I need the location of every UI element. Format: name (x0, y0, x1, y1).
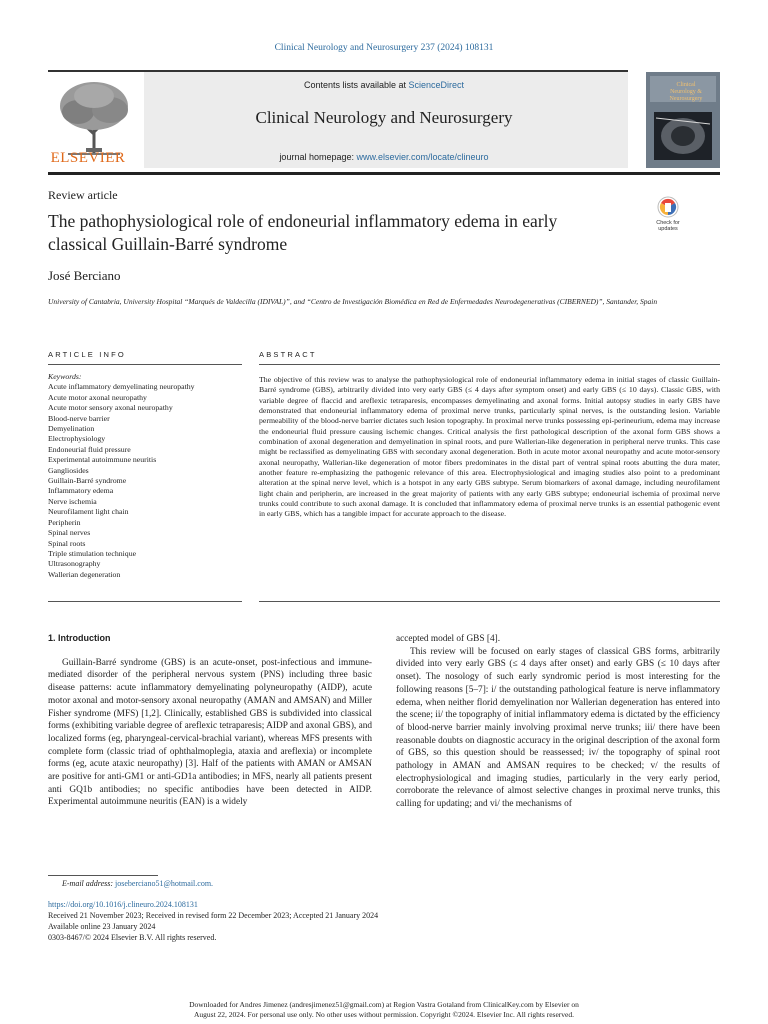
abstract-bottom-rule (259, 601, 720, 602)
author-affiliation: University of Cantabria, University Hospital “Marqués de Valdecilla (IDIVAL)”, and “Centro de Investigación Biomédica en Red de Enfermedades Neurodegenerativas (CIBERNED)”, Santander, Spain (48, 297, 658, 306)
download-notice-line2: August 22, 2024. For personal use only. No other uses without permission. Copyright ©2024. Elsevier Inc. All rights reserved. (194, 1009, 574, 1019)
keyword-item: Endoneurial fluid pressure (48, 444, 131, 454)
author-email-line (62, 879, 213, 888)
article-title: The pathophysiological role of endoneurial inflammatory edema in early classical Guillain-Barré syndrome (48, 211, 558, 254)
intro-paragraph-2: This review will be focused on early stages of classical GBS forms, arbitrarily divided into very early GBS (≤ 4 days after onset) and early GBS (≤ 10 days after onset). The nosology of such early syndromic period is most interesting for the following reasons [5–7]: i/ the outstanding pathological feature is nerve inflammatory edema, when neither florid demyelination nor Wallerian degeneration has entered into the scene; ii/ the topography of initial inflammatory edema is dictated by the efficiency of blood-nerve barrier mainly involving proximal nerve trunks; iii/ there have been reasonable doubts on diagnostic accuracy in the original description of the axonal form of GBS, so this question should be reassessed; iv/ the topography of spinal root pathology in AMAN and AMSAN requires to be checked; v/ the results of electrophysiological and imaging studies, particularly in the very early period, corroborate the relevance of almost selective changes in proximal nerve trunks, this calling for updating; and vi/ the mechanisms of (396, 646, 720, 810)
keyword-item: Experimental autoimmune neuritis (48, 455, 157, 465)
keywords-list (48, 372, 242, 580)
journal-title: Clinical Neurology and Neurosurgery (255, 108, 513, 127)
publisher-wordmark: ELSEVIER (50, 150, 126, 166)
keyword-item: Nerve ischemia (48, 496, 97, 506)
keyword-item: Guillain-Barré syndrome (48, 476, 127, 486)
journal-cover-thumbnail[interactable] (646, 72, 720, 168)
keyword-item: Acute inflammatory demyelinating neuropathy (48, 382, 195, 392)
article-info-bottom-rule (48, 601, 242, 602)
received-dates: Received 21 November 2023; Received in revised form 22 December 2023; Accepted 21 January 2024 (48, 911, 379, 920)
doi-link[interactable]: https://doi.org/10.1016/j.clineuro.2024.108131 (48, 900, 198, 909)
homepage-prefix: journal homepage: (279, 152, 357, 162)
publication-footer (48, 899, 378, 943)
body-column-right (396, 633, 720, 811)
download-notice-line1: Downloaded for Andres Jimenez (andresjimenez51@gmail.com) at Region Vastra Gotaland from ClinicalKey.com by Elsevier on (189, 1000, 579, 1009)
author-name: José Berciano (48, 268, 121, 283)
copyright-line: 0303-8467/© 2024 Elsevier B.V. All rights reserved. (48, 933, 217, 942)
download-notice (0, 1000, 768, 1019)
cover-title-1: Clinical (676, 82, 696, 88)
keyword-item: Spinal nerves (48, 528, 91, 538)
article-info-heading: ARTICLE INFO (48, 350, 126, 359)
check-badge-line1: Check for (656, 220, 680, 226)
check-badge-line2: updates (658, 226, 678, 232)
contents-prefix: Contents lists available at (303, 80, 409, 90)
abstract-text: The objective of this review was to analyse the pathophysiological role of endoneurial inflammatory edema in initial stages of classic Guillain-Barré syndrome (GBS), arbitrarily divided into very early GBS (≤ 4 days after symptom onset) and early GBS (≤ 10 days). Classic GBS, with variable degree of flaccid and areflexic tetraparesis, encompasses demyelinating and axonal forms. Initial autopsy studies in early GBS have demonstrated that endoneurial inflammatory edema of proximal nerve trunks, particularly spinal nerves, is the outstanding lesion. Variable permeability of the blood-nerve barrier dictates such lesion topography. In proximal nerve trunks possessing epi-perineurium, edema may increase the endoneurial fluid pressure causing ischemic changes. Critical analysis the first pathological description of the axonal form GBS shows a combination of axonal degeneration and demyelination in spinal roots, and pure Wallerian-like degeneration in peripheral nerve trunks. This case might be reclassified as demyelinating GBS with secondary axonal degeneration. Both in acute motor axonal neuropathy and acute motor-sensory axonal neuropathy, Wallerian-like degeneration of motor fibers predominates in the distal part of ventral spinal roots abutting the dura mater, another feature re-emphasizing the pathogenic relevance of this area. Electrophysiological and imaging studies also point to a predominant alteration at the spinal nerve level, which is a hotspot in any early GBS subtype. Serum biomarkers of axonal damage, including neurofilament light chain and peripherin, are increased in the great majority of patients with any early GBS subtype; endoneurial ischemia of proximal nerve trunks could contribute to such axonal damage. It is concluded that inflammatory edema of proximal nerve trunks is an essential pathogenic event in early GBS, which has a tangible impact for accurate approach to the disease. (259, 375, 720, 519)
article-type: Review article (48, 188, 118, 202)
check-for-updates-badge[interactable] (648, 194, 688, 234)
footnote-rule (48, 875, 158, 876)
keyword-item: Inflammatory edema (48, 486, 114, 496)
keywords-label: Keywords: (48, 372, 82, 381)
journal-citation[interactable]: Clinical Neurology and Neurosurgery 237 (2024) 108131 (274, 43, 494, 53)
keyword-item: Demyelination (48, 424, 95, 434)
sciencedirect-link[interactable]: ScienceDirect (408, 80, 465, 90)
cover-image-icon (646, 72, 720, 168)
keyword-item: Spinal roots (48, 538, 86, 548)
abstract-rule (259, 364, 720, 365)
header-bottom-rule (48, 172, 720, 175)
intro-paragraph-1: Guillain-Barré syndrome (GBS) is an acute-onset, post-infectious and immune-mediated disorder of the peripheral nervous system (PNS) including three basic disease patterns: acute inflammatory demyelinating polyneuropathy (AIDP), acute motor axonal and motor-sensory axonal neuropathy (AMAN and AMSAN) and Miller Fisher syndrome (MFS) [1,2]. Clinically, established GBS is subdivided into classical forms (exhibiting variable degree of areflexic tetraparesis; AIDP and axonal GBS), and localized forms (eg, pharyngeal-cervical-brachial variant), whereas MFS presents with complete form (classic triad of ophthalmoplegia, ataxia and areflexia) or incomplete forms (eg, acute ataxic neuropathy) [3]. Half of the patients with AMAN or AMSAN are positive for anti-GM1 or anti-GD1a antibodies; in MFS, nearly all patients present anti GQ1b antibodies; no specific antibodies have been detected in AIDP. Experimental autoimmune neuritis (EAN) is a widely (48, 657, 372, 808)
intro-paragraph-continued: accepted model of GBS [4]. (396, 634, 501, 644)
keyword-item: Neurofilament light chain (48, 507, 129, 517)
check-for-updates-icon (648, 194, 688, 234)
cover-title-2: Neurology & (670, 89, 702, 95)
keyword-item: Triple stimulation technique (48, 548, 137, 558)
keyword-item: Electrophysiology (48, 434, 106, 444)
keyword-item: Peripherin (48, 517, 81, 527)
homepage-link[interactable]: www.elsevier.com/locate/clineuro (356, 152, 489, 162)
available-online-date: Available online 23 January 2024 (48, 922, 156, 931)
section-heading-introduction: 1. Introduction (48, 633, 111, 643)
body-column-left (48, 632, 372, 809)
keyword-item: Wallerian degeneration (48, 569, 121, 579)
cover-title-3: Neurosurgery (669, 96, 703, 102)
author-email-link[interactable]: joseberciano51@hotmail.com. (115, 879, 214, 888)
email-label: E-mail address: (62, 879, 116, 888)
keyword-item: Blood-nerve barrier (48, 413, 110, 423)
keyword-item: Gangliosides (48, 465, 89, 475)
abstract-heading: ABSTRACT (259, 350, 317, 359)
keyword-item: Acute motor axonal neuropathy (48, 392, 147, 402)
article-info-rule (48, 364, 242, 365)
keyword-item: Acute motor sensory axonal neuropathy (48, 403, 173, 413)
keyword-item: Ultrasonography (48, 559, 101, 569)
